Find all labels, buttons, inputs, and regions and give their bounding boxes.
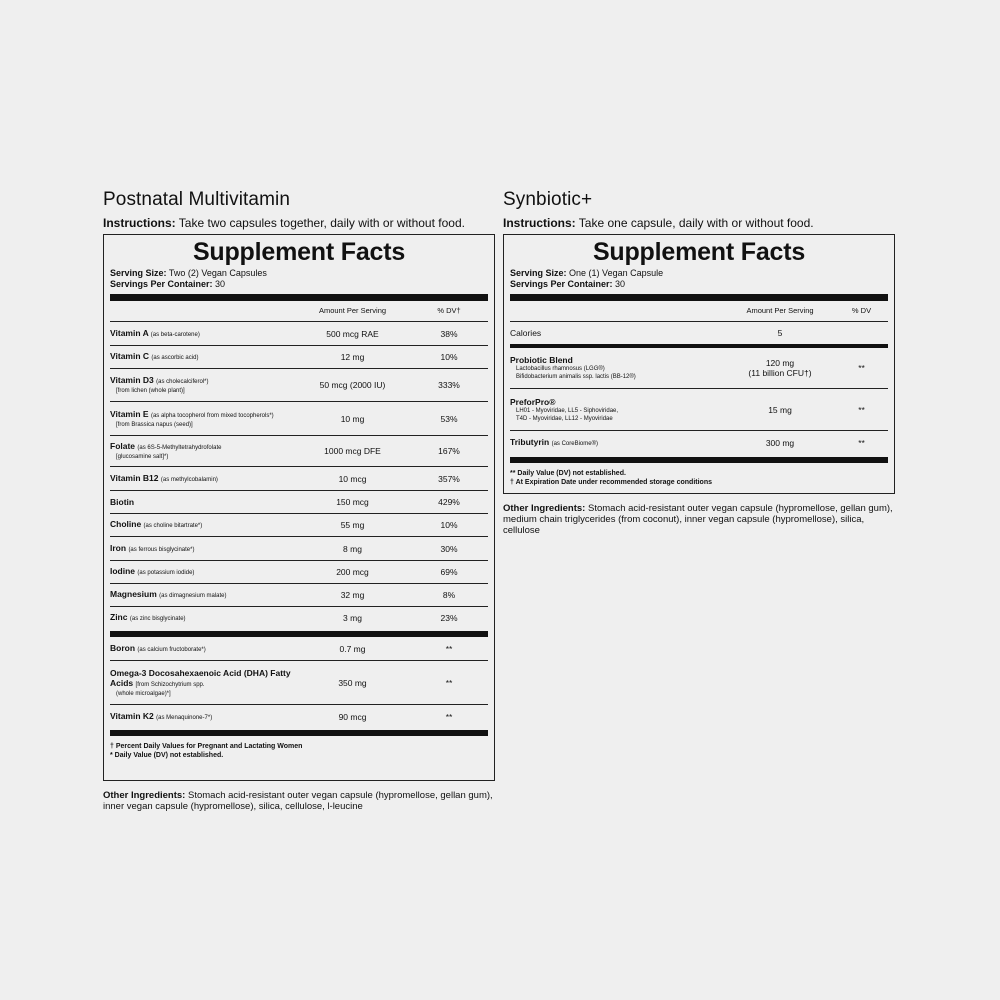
- product-title: Postnatal Multivitamin: [103, 189, 290, 210]
- nutrient-name: [110, 328, 295, 340]
- header-amount: Amount Per Serving: [318, 306, 387, 315]
- other-ingredients-text: Stomach acid-resistant outer vegan capsule (hypromellose, gellan gum), medium chain triglycerides (from coconut), inner vegan capsule (hypromellose), silica, cellulose: [503, 503, 893, 536]
- nutrient-name: [110, 497, 295, 507]
- nutrient-row: [110, 436, 488, 467]
- divider-thick: [510, 294, 888, 301]
- nutrient-name: [110, 711, 295, 723]
- ingredient-rows: [510, 348, 888, 455]
- nutrient-source: (as cholecalciferol*): [156, 379, 209, 385]
- nutrient-row: [110, 537, 488, 561]
- instructions-label: Instructions:: [503, 216, 576, 230]
- nutrient-row: [110, 561, 488, 584]
- ingredient-row: [510, 431, 888, 455]
- nutrient-source: (as calcium fructoborate*): [137, 646, 206, 653]
- ingredient-amount: [725, 358, 835, 378]
- nutrient-amount: 150 mcg: [336, 497, 369, 507]
- ingredient-label: Tributyrin: [510, 437, 550, 447]
- footnotes: [510, 469, 888, 487]
- nutrient-source-detail: (whole microalgae)*]: [116, 690, 171, 697]
- nutrient-source-detail: [from lichen (whole plant)]: [116, 388, 185, 394]
- nutrient-amount: 32 mg: [340, 590, 365, 600]
- nutrient-row: [110, 514, 488, 537]
- nutrient-label: Boron: [110, 642, 136, 653]
- instructions-text: Take two capsules together, daily with or without food.: [178, 216, 465, 230]
- ingredient-strain: Lactobacillus rhamnosus (LGG®): [516, 366, 605, 372]
- nutrient-amount: 200 mcg: [336, 567, 369, 577]
- instructions-label: Instructions:: [103, 216, 176, 230]
- nutrient-label: Vitamin B12: [110, 472, 159, 483]
- nutrient-label: Choline: [110, 519, 142, 529]
- nutrient-amount: 500 mcg RAE: [326, 328, 379, 339]
- ingredient-strain: T4D - Myoviridae, LL12 - Myoviridae: [516, 415, 613, 422]
- ingredient-row: [510, 389, 888, 431]
- nutrient-dv: 333%: [438, 380, 460, 390]
- table-header: [510, 301, 888, 322]
- nutrient-amount: 10 mg: [340, 413, 365, 424]
- nutrient-source-detail: [glucosamine salt]*): [116, 454, 169, 460]
- ingredient-cfu: (11 billion CFU†): [748, 368, 812, 378]
- nutrient-dv: 167%: [438, 446, 460, 456]
- nutrient-row: [110, 467, 488, 491]
- nutrient-row: [110, 705, 488, 728]
- nutrient-source: (as dimagnesium malate): [159, 593, 227, 599]
- calories-row: [510, 322, 888, 344]
- nutrient-row: [110, 322, 488, 346]
- nutrient-source: (as ascorbic acid): [151, 355, 199, 361]
- nutrient-amount: 12 mg: [340, 352, 365, 362]
- servings-value: 30: [215, 279, 226, 289]
- footnote: ** Daily Value (DV) not established.: [510, 470, 626, 477]
- ingredient-amount: [725, 405, 835, 415]
- serving-size-value: Two (2) Vegan Capsules: [168, 268, 267, 278]
- instructions: [503, 215, 895, 231]
- nutrient-row: [110, 607, 488, 629]
- serving-size-value: One (1) Vegan Capsule: [569, 268, 664, 278]
- nutrient-name: [110, 441, 295, 461]
- nutrient-amount: 350 mg: [338, 677, 367, 688]
- nutrient-source: (as ferrous bisglycinate*): [128, 546, 195, 553]
- header-dv: % DV: [851, 306, 872, 315]
- other-ingredients: [503, 503, 895, 536]
- nutrient-dv: **: [445, 643, 453, 654]
- serving-size: [510, 268, 888, 279]
- nutrient-amount: 50 mcg (2000 IU): [319, 380, 386, 390]
- ingredient-name: [510, 437, 725, 449]
- serving-size: [110, 268, 488, 279]
- nutrient-label: Vitamin C: [110, 351, 150, 361]
- nutrient-name: [110, 351, 295, 363]
- nutrient-source: (as Menaquinone-7*): [156, 714, 213, 721]
- supplement-facts-panel: [503, 234, 895, 494]
- nutrient-name: [110, 566, 295, 578]
- ingredient-row: [510, 348, 888, 389]
- nutrient-label: Vitamin A: [110, 327, 149, 338]
- serving-size-label: Serving Size:: [510, 268, 567, 278]
- other-ingredients-text: Stomach acid-resistant outer vegan capsule (hypromellose, gellan gum), inner vegan capsule (hypromellose), silica, cellulose, l-leucine: [103, 790, 493, 812]
- table-header: [110, 301, 488, 322]
- other-ingredients-label: Other Ingredients:: [503, 503, 586, 514]
- ingredient-dv: **: [858, 438, 865, 448]
- nutrient-label: Zinc: [110, 612, 128, 622]
- header-dv: % DV†: [437, 306, 461, 315]
- nutrient-label: Vitamin K2: [110, 710, 154, 721]
- nutrient-source: [from Schizochytrium spp.: [135, 681, 205, 688]
- nutrient-label: Vitamin D3: [110, 375, 154, 385]
- ingredient-dv: **: [858, 404, 865, 415]
- nutrient-source-detail: [from Brassica napus (seed)]: [116, 421, 193, 428]
- nutrient-rows-secondary: [110, 637, 488, 728]
- nutrient-dv: **: [445, 677, 453, 688]
- divider-thick: [510, 457, 888, 463]
- nutrient-row: [110, 491, 488, 514]
- nutrient-source: (as potassium iodide): [137, 570, 195, 576]
- nutrient-dv: 8%: [442, 590, 456, 600]
- nutrient-label: Omega-3 Docosahexaenoic Acid (DHA) Fatty Acids: [110, 667, 291, 688]
- nutrient-label: Biotin: [110, 497, 135, 507]
- nutrient-name: [110, 519, 295, 531]
- ingredient-name: [510, 355, 725, 381]
- nutrient-source: (as zinc bisglycinate): [129, 616, 186, 622]
- calories-label: Calories: [510, 328, 542, 338]
- nutrient-dv: 69%: [440, 567, 458, 577]
- nutrient-amount: 1000 mcg DFE: [324, 446, 381, 456]
- nutrient-dv: 53%: [440, 413, 458, 424]
- servings-per-container: [510, 279, 888, 290]
- nutrient-row: [110, 369, 488, 402]
- nutrient-source: (as 6S-5-Methyltetrahydrofolate: [137, 445, 222, 451]
- nutrient-dv: 10%: [440, 352, 458, 362]
- nutrient-source: (as methylcobalamin): [160, 476, 218, 483]
- ingredient-amount-value: 15 mg: [768, 404, 792, 415]
- nutrient-dv: 429%: [438, 497, 460, 507]
- nutrient-name: [110, 375, 295, 395]
- servings-per-container: [110, 279, 488, 290]
- nutrient-dv: 23%: [440, 613, 458, 623]
- nutrient-amount: 55 mg: [340, 520, 365, 530]
- ingredient-label: PreforPro®: [510, 396, 556, 407]
- nutrient-row: [110, 584, 488, 607]
- ingredient-strain: Bifidobacterium animalis ssp. lactis (BB-12®): [516, 374, 636, 380]
- postnatal-multivitamin-section: [103, 188, 495, 812]
- nutrient-source: (as alpha tocopherol from mixed tocopherols*): [150, 412, 274, 419]
- product-title: Synbiotic+: [503, 189, 593, 210]
- nutrient-amount: 3 mg: [343, 613, 362, 623]
- nutrient-source: (as beta-carotene): [150, 331, 200, 338]
- nutrient-amount: 90 mcg: [338, 711, 367, 722]
- footnote: † Percent Daily Values for Pregnant and Lactating Women: [110, 743, 303, 750]
- ingredient-strain: LH01 - Myoviridae, LL5 - Siphoviridae,: [516, 407, 619, 414]
- footnote: * Daily Value (DV) not established.: [110, 752, 224, 759]
- nutrient-row: [110, 346, 488, 369]
- nutrient-source: (as choline bitartrate*): [143, 523, 203, 529]
- nutrient-row: [110, 402, 488, 436]
- footnote: † At Expiration Date under recommended storage conditions: [510, 479, 712, 486]
- nutrient-amount: 0.7 mg: [339, 643, 366, 654]
- nutrient-name: [110, 543, 295, 555]
- supplement-facts-title: Supplement Facts: [592, 238, 806, 266]
- nutrient-dv: **: [445, 711, 453, 722]
- other-ingredients: [103, 790, 495, 812]
- servings-value: 30: [615, 279, 626, 289]
- nutrient-name: [110, 668, 295, 698]
- ingredient-label: Probiotic Blend: [510, 355, 573, 365]
- calories-value: 5: [777, 328, 783, 338]
- instructions-text: Take one capsule, daily with or without food.: [578, 216, 814, 230]
- nutrient-dv: 30%: [440, 543, 458, 554]
- header-amount: Amount Per Serving: [746, 306, 814, 315]
- nutrient-label: Vitamin E: [110, 408, 149, 419]
- footnotes: [110, 742, 488, 760]
- nutrient-name: [110, 643, 295, 655]
- nutrient-label: Magnesium: [110, 589, 157, 599]
- nutrient-label: Folate: [110, 441, 136, 451]
- nutrient-row: [110, 637, 488, 661]
- ingredient-source: (as CoreBiome®): [551, 441, 599, 447]
- instructions: [103, 215, 495, 231]
- nutrient-rows: [110, 322, 488, 629]
- nutrient-name: [110, 409, 295, 429]
- divider-thick: [110, 294, 488, 301]
- nutrient-row: [110, 661, 488, 705]
- nutrient-name: [110, 612, 295, 624]
- nutrient-label: Iron: [110, 542, 127, 553]
- ingredient-dv: **: [858, 363, 865, 373]
- supplement-facts-panel: [103, 234, 495, 781]
- ingredient-amount: [725, 438, 835, 448]
- synbiotic-section: [503, 188, 895, 536]
- nutrient-amount: 10 mcg: [338, 473, 367, 484]
- supplement-facts-title: Supplement Facts: [192, 238, 406, 266]
- other-ingredients-label: Other Ingredients:: [103, 790, 186, 801]
- nutrient-dv: 38%: [440, 328, 458, 339]
- servings-label: Servings Per Container:: [510, 279, 613, 289]
- nutrient-name: [110, 589, 295, 601]
- nutrient-label: Iodine: [110, 566, 136, 576]
- ingredient-name: [510, 397, 725, 423]
- ingredient-amount-value: 120 mg: [765, 358, 795, 368]
- ingredient-amount-value: 300 mg: [765, 438, 795, 448]
- nutrient-name: [110, 473, 295, 485]
- nutrient-dv: 10%: [440, 520, 458, 530]
- nutrient-dv: 357%: [438, 473, 460, 484]
- serving-size-label: Serving Size:: [110, 268, 167, 278]
- servings-label: Servings Per Container:: [110, 279, 213, 289]
- nutrient-amount: 8 mg: [343, 543, 362, 554]
- divider-thick: [110, 730, 488, 736]
